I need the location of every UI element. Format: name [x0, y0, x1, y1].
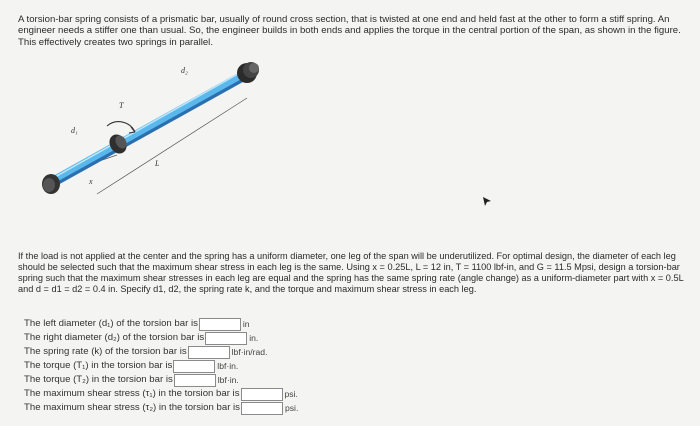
unit-label: in. [249, 333, 259, 343]
shear-stress-2-input[interactable] [241, 402, 283, 415]
label-L: L [155, 159, 160, 168]
question-label: The spring rate (k) of the torsion bar is [24, 346, 187, 357]
question-label: The torque (T₂) in the torsion bar is [24, 374, 173, 385]
spring-rate-input[interactable] [188, 346, 230, 359]
question-label: The left diameter (d₁) of the torsion bar is [24, 318, 198, 329]
question-row-shear-stress-1 [24, 387, 298, 401]
torque-1-input[interactable] [173, 360, 215, 373]
unit-label: lbf·in. [217, 361, 239, 371]
torque-2-input[interactable] [174, 374, 216, 387]
right-support [237, 62, 259, 83]
question-label: The right diameter (d₂) of the torsion bar is [24, 332, 205, 343]
torsion-bar-figure [35, 56, 295, 216]
bar-highlight [55, 70, 245, 177]
left-support [42, 174, 60, 194]
left-diameter-input[interactable] [199, 318, 241, 331]
label-T: T [119, 101, 124, 110]
unit-label: psi. [284, 403, 299, 413]
label-x: x [89, 177, 93, 186]
bar-body [53, 72, 247, 180]
unit-label: in [242, 319, 250, 329]
mouse-pointer-icon [482, 196, 492, 208]
label-d1: d₁ [71, 126, 78, 135]
question-row-right-diameter [24, 331, 258, 345]
question-label: The maximum shear stress (τ₁) in the torsion bar is [24, 388, 240, 399]
question-label: The maximum shear stress (τ₂) in the torsion bar is [24, 402, 240, 413]
unit-label: psi. [284, 389, 298, 399]
label-d2: d₂ [181, 66, 188, 75]
shear-stress-1-input[interactable] [241, 388, 283, 401]
question-row-torque-2 [24, 373, 239, 387]
question-row-shear-stress-2 [24, 401, 298, 415]
right-diameter-input[interactable] [205, 332, 247, 345]
question-row-torque-1 [24, 359, 238, 373]
question-row-spring-rate [24, 345, 267, 359]
unit-label: lbf·in/rad. [231, 347, 268, 357]
question-row-left-diameter [24, 317, 250, 331]
question-label: The torque (T₁) in the torsion bar is [24, 360, 173, 371]
unit-label: lbf·in. [217, 375, 239, 385]
problem-paragraph: If the load is not applied at the center and the spring has a uniform diameter, one leg of the span will be underutilized. For optimal design, the diameter of each leg should be selected such that the maximum shear stress in each leg is the same. Using x = 0.25L, L = 12 in, T = 1100 lbf-in, and G = 11.5 Mpsi, design a torsion-bar spring such that the maximum shear stresses in each leg are equal and the spring has the same spring rate (angle change) as a uniform-diameter part with x = 0.5L and d = d1 = d2 = 0.4 in. Specify d1, d2, the spring rate k, and the torque and maximum shear stress in each leg. [18, 251, 684, 295]
intro-paragraph: A torsion-bar spring consists of a prismatic bar, usually of round cross section, that is twisted at one end and held fast at the other to form a stiff spring. An engineer needs a stiffer one than usual. So, the engineer builds in both ends and applies the torque in the central portion of the span, as shown in the figure. This effectively creates two springs in parallel. [18, 13, 681, 48]
